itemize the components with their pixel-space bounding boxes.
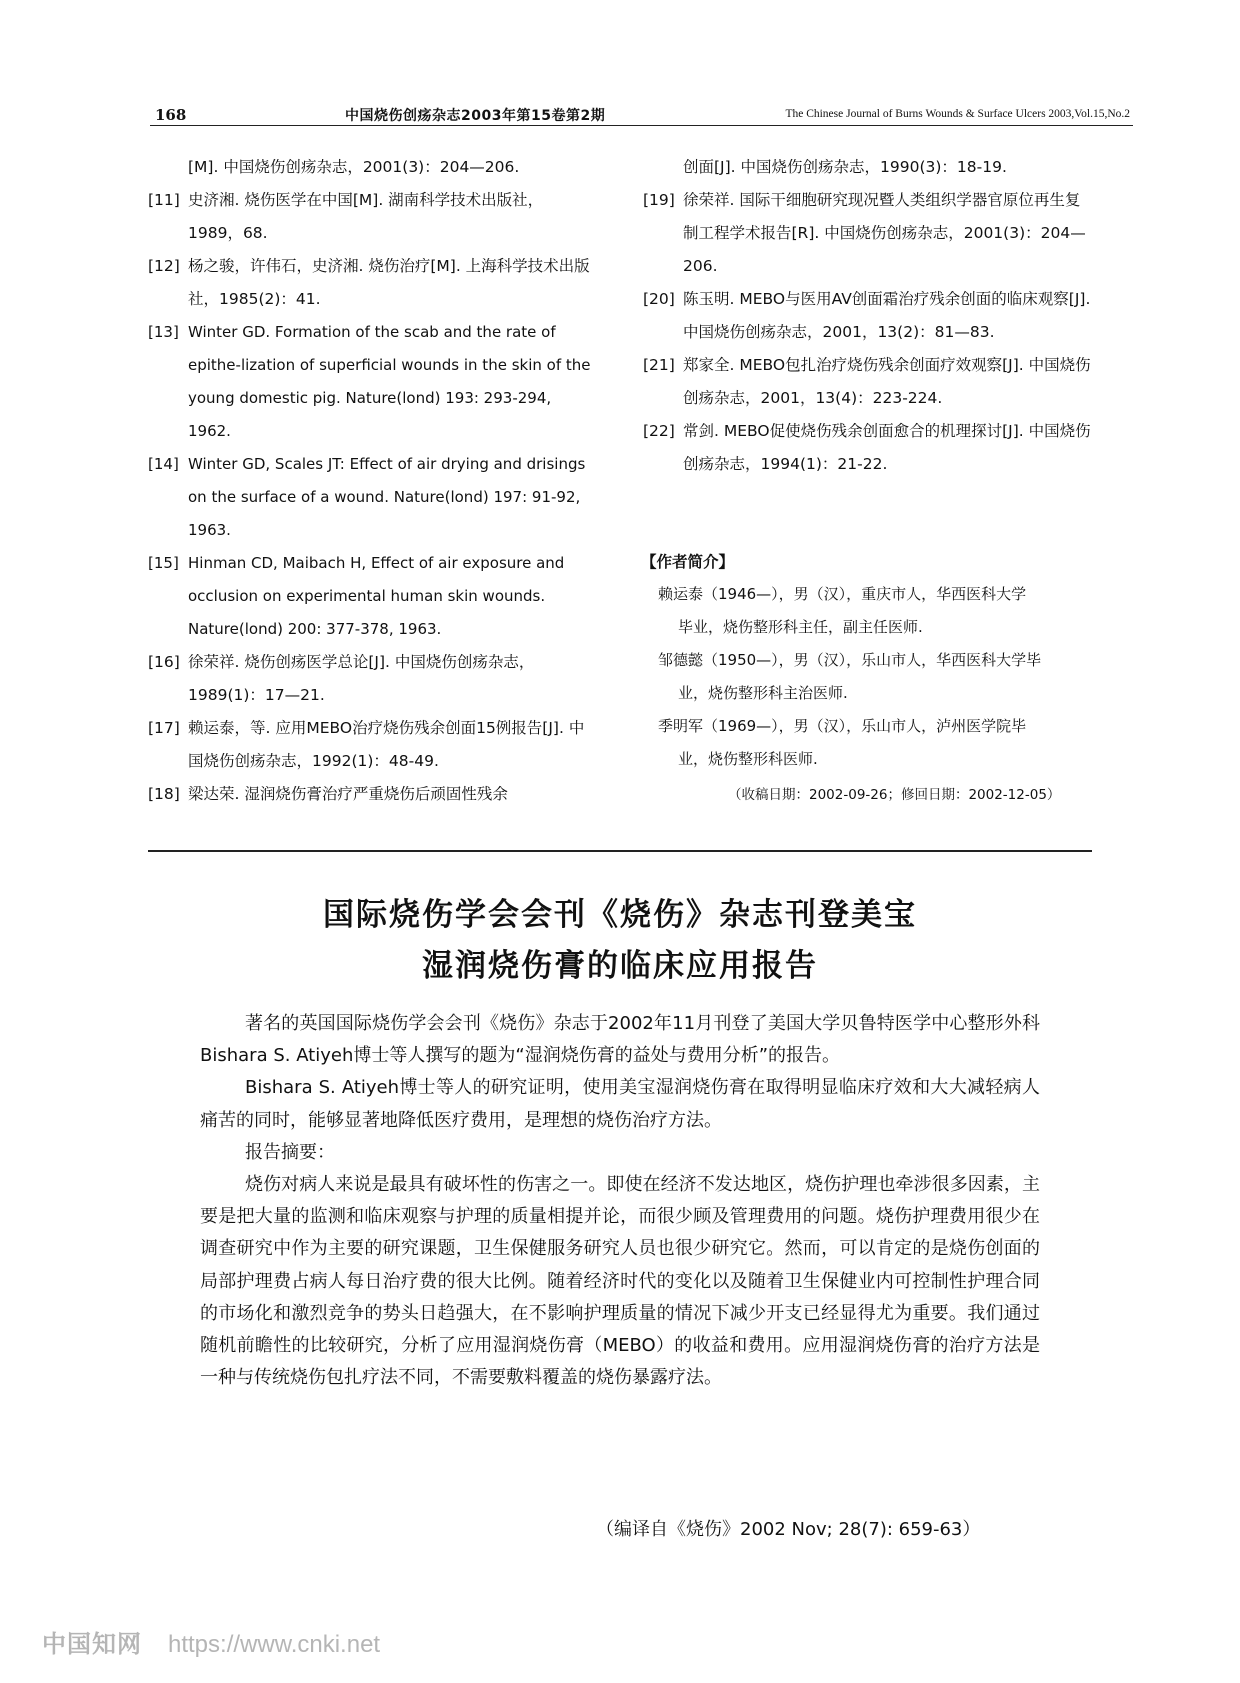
body-paragraph: 烧伤对病人来说是最具有破坏性的伤害之一。即使在经济不发达地区，烧伤护理也牵涉很多因素，主要是把大量的监测和临床观察与护理的质量相提并论，而很少顾及管理费用的问题。烧伤护理费用很少在调查研究中作为主要的研究课题，卫生保健服务研究人员也很少研究它。然而，可以肯定的是烧伤创面的局部护理费占病人每日治疗费的很大比例。随着经济时代的变化以及随着卫生保健业内可控制性护理合同的市场化和激烈竞争的势头日趋强大，在不影响护理质量的情况下减少开支已经显得尤为重要。我们通过随机前瞻性的比较研究，分析了应用湿润烧伤膏（MEBO）的收益和费用。应用湿润烧伤膏的治疗方法是一种与传统烧伤包扎疗法不同，不需要敷料覆盖的烧伤暴露疗法。 xyxy=(200,1174,1040,1389)
reference-item: [16] 徐荣祥. 烧伤创疡医学总论[J]. 中国烧伤创疡杂志，1989(1)：17—21. xyxy=(148,653,535,704)
page-number: 168 xyxy=(155,106,187,124)
reference-item: [M]. 中国烧伤创疡杂志，2001(3)：204—206. xyxy=(188,158,520,176)
cnki-url: https://www.cnki.net xyxy=(168,1631,381,1658)
reference-item: [19] 徐荣祥. 国际干细胞研究现况暨人类组织学器官原位再生复制工程学术报告[R]. 中国烧伤创疡杂志，2001(3)：204—206. xyxy=(643,191,1086,275)
reference-item: [15] Hinman CD, Maibach H, Effect of air exposure and occlusion on experimental human skin wounds. Nature(lond) 200: 377-378, 1963. xyxy=(148,554,565,638)
references-right-column xyxy=(643,151,1093,481)
section-divider xyxy=(148,850,1092,852)
reference-item: [11] 史济湘. 烧伤医学在中国[M]. 湖南科学技术出版社，1989，68. xyxy=(148,191,544,242)
reference-item: [13] Winter GD. Formation of the scab and the rate of epithe-lization of superficial wounds in the skin of the young domestic pig. Nature(lond) 193: 293-294, 1962. xyxy=(148,323,591,440)
article-source: （编译自《烧伤》2002 Nov; 28(7): 659-63） xyxy=(596,1519,981,1540)
cnki-logo-text: 中国知网 xyxy=(42,1630,142,1658)
article-title-line-1: 国际烧伤学会会刊《烧伤》杂志刊登美宝 xyxy=(323,897,917,933)
running-header xyxy=(155,104,1130,126)
article-body xyxy=(200,1008,1040,1394)
reference-item: [18] 梁达荣. 湿润烧伤膏治疗严重烧伤后顽固性残余 xyxy=(148,785,508,803)
reference-item: [22] 常剑. MEBO促使烧伤残余创面愈合的机理探讨[J]. 中国烧伤创疡杂志，1994(1)：21-22. xyxy=(643,422,1091,473)
article-title-line-2: 湿润烧伤膏的临床应用报告 xyxy=(422,948,818,984)
author-bio-entry: 季明军（1969—），男（汉），乐山市人，泸州医学院毕 业，烧伤整形科医师. xyxy=(658,717,1027,768)
reference-item: [12] 杨之骏，许伟石，史济湘. 烧伤治疗[M]. 上海科学技术出版社，1985(2)：41. xyxy=(148,257,590,308)
journal-name-en: The Chinese Journal of Burns Wounds & Surface Ulcers 2003,Vol.15,No.2 xyxy=(785,108,1130,120)
author-bio-entry: 邹德懿（1950—），男（汉），乐山市人，华西医科大学毕 业，烧伤整形科主治医师. xyxy=(658,651,1042,702)
reference-item: 创面[J]. 中国烧伤创疡杂志，1990(3)：18-19. xyxy=(683,158,1007,176)
header-rule xyxy=(150,125,1133,126)
body-paragraph: Bishara S. Atiyeh博士等人的研究证明，使用美宝湿润烧伤膏在取得明显临床疗效和大大减轻病人痛苦的同时，能够显著地降低医疗费用，是理想的烧伤治疗方法。 xyxy=(200,1077,1040,1131)
body-paragraph: 著名的英国国际烧伤学会会刊《烧伤》杂志于2002年11月刊登了美国大学贝鲁特医学中心整形外科Bishara S. Atiyeh博士等人撰写的题为“湿润烧伤膏的益处与费用分析”的报告。 xyxy=(200,1013,1040,1067)
references-left-column xyxy=(148,151,598,811)
received-dates: （收稿日期：2002-09-26；修回日期：2002-12-05） xyxy=(728,787,1061,803)
reference-item: [20] 陈玉明. MEBO与医用AV创面霜治疗残余创面的临床观察[J]. 中国烧伤创疡杂志，2001，13(2)：81—83. xyxy=(643,290,1091,341)
cnki-watermark xyxy=(42,1624,380,1659)
author-bio-title: 【作者简介】 xyxy=(641,553,735,571)
reference-item: [14] Winter GD, Scales JT: Effect of air drying and drisings on the surface of a wound. Nature(lond) 197: 91-92, 1963. xyxy=(148,455,586,539)
journal-name-cn: 中国烧伤创疡杂志2003年第15卷第2期 xyxy=(345,108,606,124)
reference-item: [21] 郑家全. MEBO包扎治疗烧伤残余创面疗效观察[J]. 中国烧伤创疡杂志，2001，13(4)：223-224. xyxy=(643,356,1091,407)
author-bio-entry: 赖运泰（1946—），男（汉），重庆市人，华西医科大学 毕业，烧伤整形科主任，副主任医师. xyxy=(658,585,1027,636)
reference-item: [17] 赖运泰，等. 应用MEBO治疗烧伤残余创面15例报告[J]. 中国烧伤创疡杂志，1992(1)：48-49. xyxy=(148,719,585,770)
body-paragraph: 报告摘要： xyxy=(245,1141,335,1163)
